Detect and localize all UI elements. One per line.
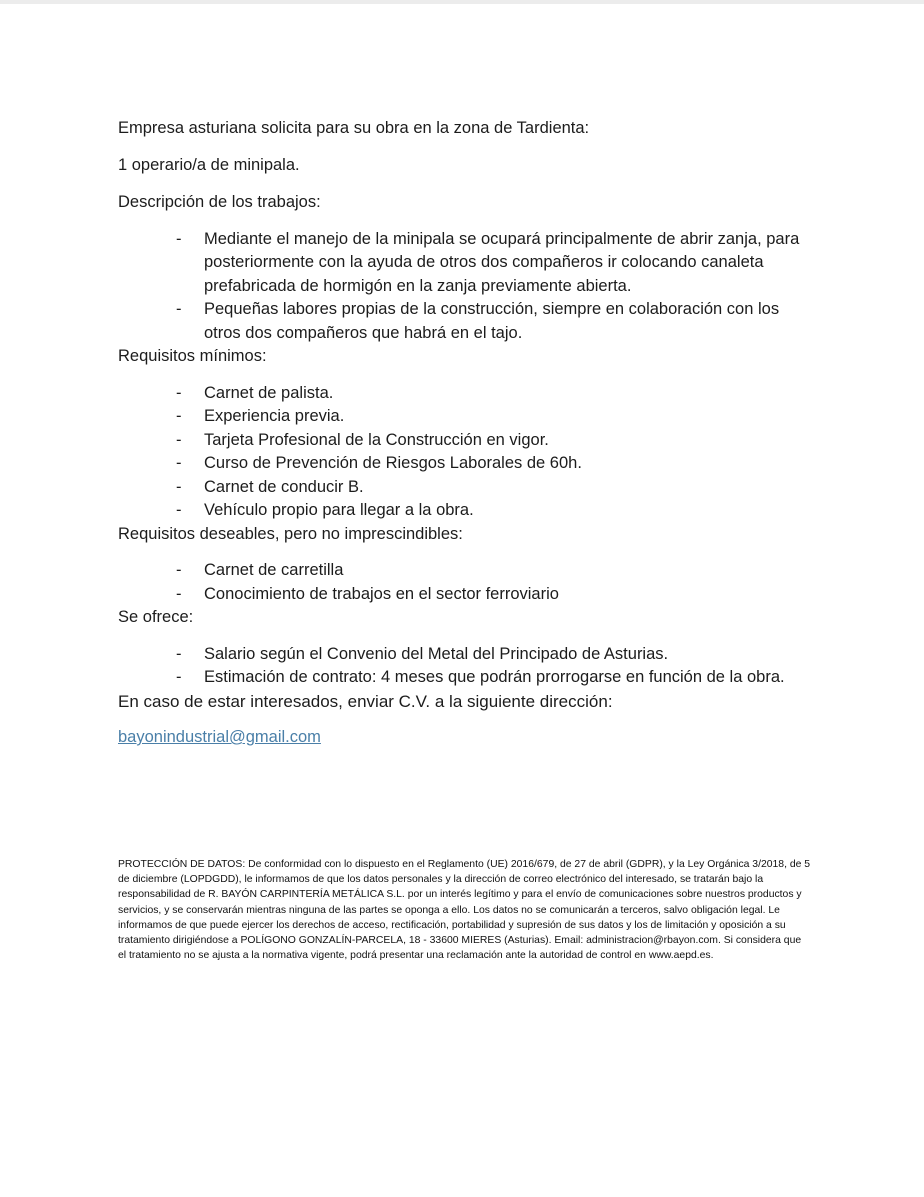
dash-bullet: - [176, 229, 182, 248]
intro-text: Empresa asturiana solicita para su obra en la zona de Tardienta: [118, 119, 590, 137]
list-item [118, 228, 818, 299]
dash-bullet: - [176, 501, 182, 519]
tasks-heading: Descripción de los trabajos: [118, 193, 321, 211]
dash-bullet: - [176, 477, 182, 496]
dash-bullet: - [176, 454, 182, 472]
dash-bullet: - [176, 644, 182, 663]
list-item [118, 429, 818, 453]
list-item [118, 643, 818, 667]
requirement-item-text: Vehículo propio para llegar a la obra. [204, 501, 474, 519]
list-item [118, 476, 818, 500]
dash-bullet: - [176, 383, 182, 402]
requirement-item-text: Carnet de conducir B. [204, 477, 364, 496]
offer-item-text: Salario según el Convenio del Metal del Principado de Asturias. [204, 644, 669, 663]
list-item [118, 405, 818, 429]
list-item [118, 583, 818, 607]
list-item [118, 666, 818, 690]
task-item-text: Mediante el manejo de la minipala se ocupará principalmente de abrir zanja, para posteriormente con la ayuda de otros dos compañeros ir colocando canaleta prefabricada de hormigón en la zanja previamente abierta. [204, 229, 800, 295]
job-offer-document [118, 117, 818, 750]
requirement-item-text: Experiencia previa. [204, 407, 345, 425]
desirable-item-text: Conocimiento de trabajos en el sector ferroviario [204, 584, 559, 603]
top-edge-strip [0, 0, 924, 4]
requirement-item-text: Curso de Prevención de Riesgos Laborales de 60h. [204, 454, 582, 472]
list-item [118, 452, 818, 476]
requirements-list [118, 382, 818, 523]
list-item [118, 382, 818, 406]
list-item [118, 559, 818, 583]
offer-list [118, 643, 818, 690]
list-item [118, 298, 818, 345]
task-item-text: Pequeñas labores propias de la construcción, siempre en colaboración con los otros dos compañeros que habrá en el tajo. [204, 300, 780, 342]
desirable-item-text: Carnet de carretilla [204, 561, 344, 579]
offer-item-text: Estimación de contrato: 4 meses que podrán prorrogarse en función de la obra. [204, 668, 785, 686]
tasks-list [118, 228, 818, 346]
position-text: 1 operario/a de minipala. [118, 155, 300, 174]
desirable-heading: Requisitos deseables, pero no imprescindibles: [118, 524, 463, 543]
dash-bullet: - [176, 430, 182, 449]
dash-bullet: - [176, 300, 182, 318]
privacy-notice: PROTECCIÓN DE DATOS: De conformidad con lo dispuesto en el Reglamento (UE) 2016/679, de 27 de abril (GDPR), y la Ley Orgánica 3/2018, de 5 de diciembre (LOPDGDD), le informamos de que los datos personales y la dirección de correo electrónico del interesado, se tratarán bajo la responsabilidad de R. BAYÓN CARPINTERÍA METÁLICA S.L. por un interés legítimo y para el envío de comunicaciones sobre nuestros productos y servicios, y se conservarán mientras ninguna de las partes se oponga a ello. Los datos no se comunicarán a terceros, salvo obligación legal. Le informamos de que puede ejercer los derechos de acceso, rectificación, portabilidad y supresión de sus datos y los de limitación y oposición a su tratamiento dirigiéndose a POLÍGONO GONZALÍN-PARCELA, 18 - 33600 MIERES (Asturias). Email: administracion@rbayon.com. Si considera que el tratamiento no se ajusta a la normativa vigente, podrá presentar una reclamación ante la autoridad de control en www.aepd.es. [118, 859, 811, 962]
requirements-heading: Requisitos mínimos: [118, 347, 267, 365]
desirable-list [118, 559, 818, 606]
dash-bullet: - [176, 561, 182, 579]
email-link[interactable]: bayonindustrial@gmail.com [118, 728, 321, 746]
dash-bullet: - [176, 584, 182, 603]
contact-instructions: En caso de estar interesados, enviar C.V. a la siguiente dirección: [118, 691, 613, 711]
requirement-item-text: Tarjeta Profesional de la Construcción en vigor. [204, 430, 549, 449]
requirement-item-text: Carnet de palista. [204, 383, 334, 402]
dash-bullet: - [176, 668, 182, 686]
dash-bullet: - [176, 407, 182, 425]
offer-heading: Se ofrece: [118, 608, 194, 626]
list-item [118, 499, 818, 523]
